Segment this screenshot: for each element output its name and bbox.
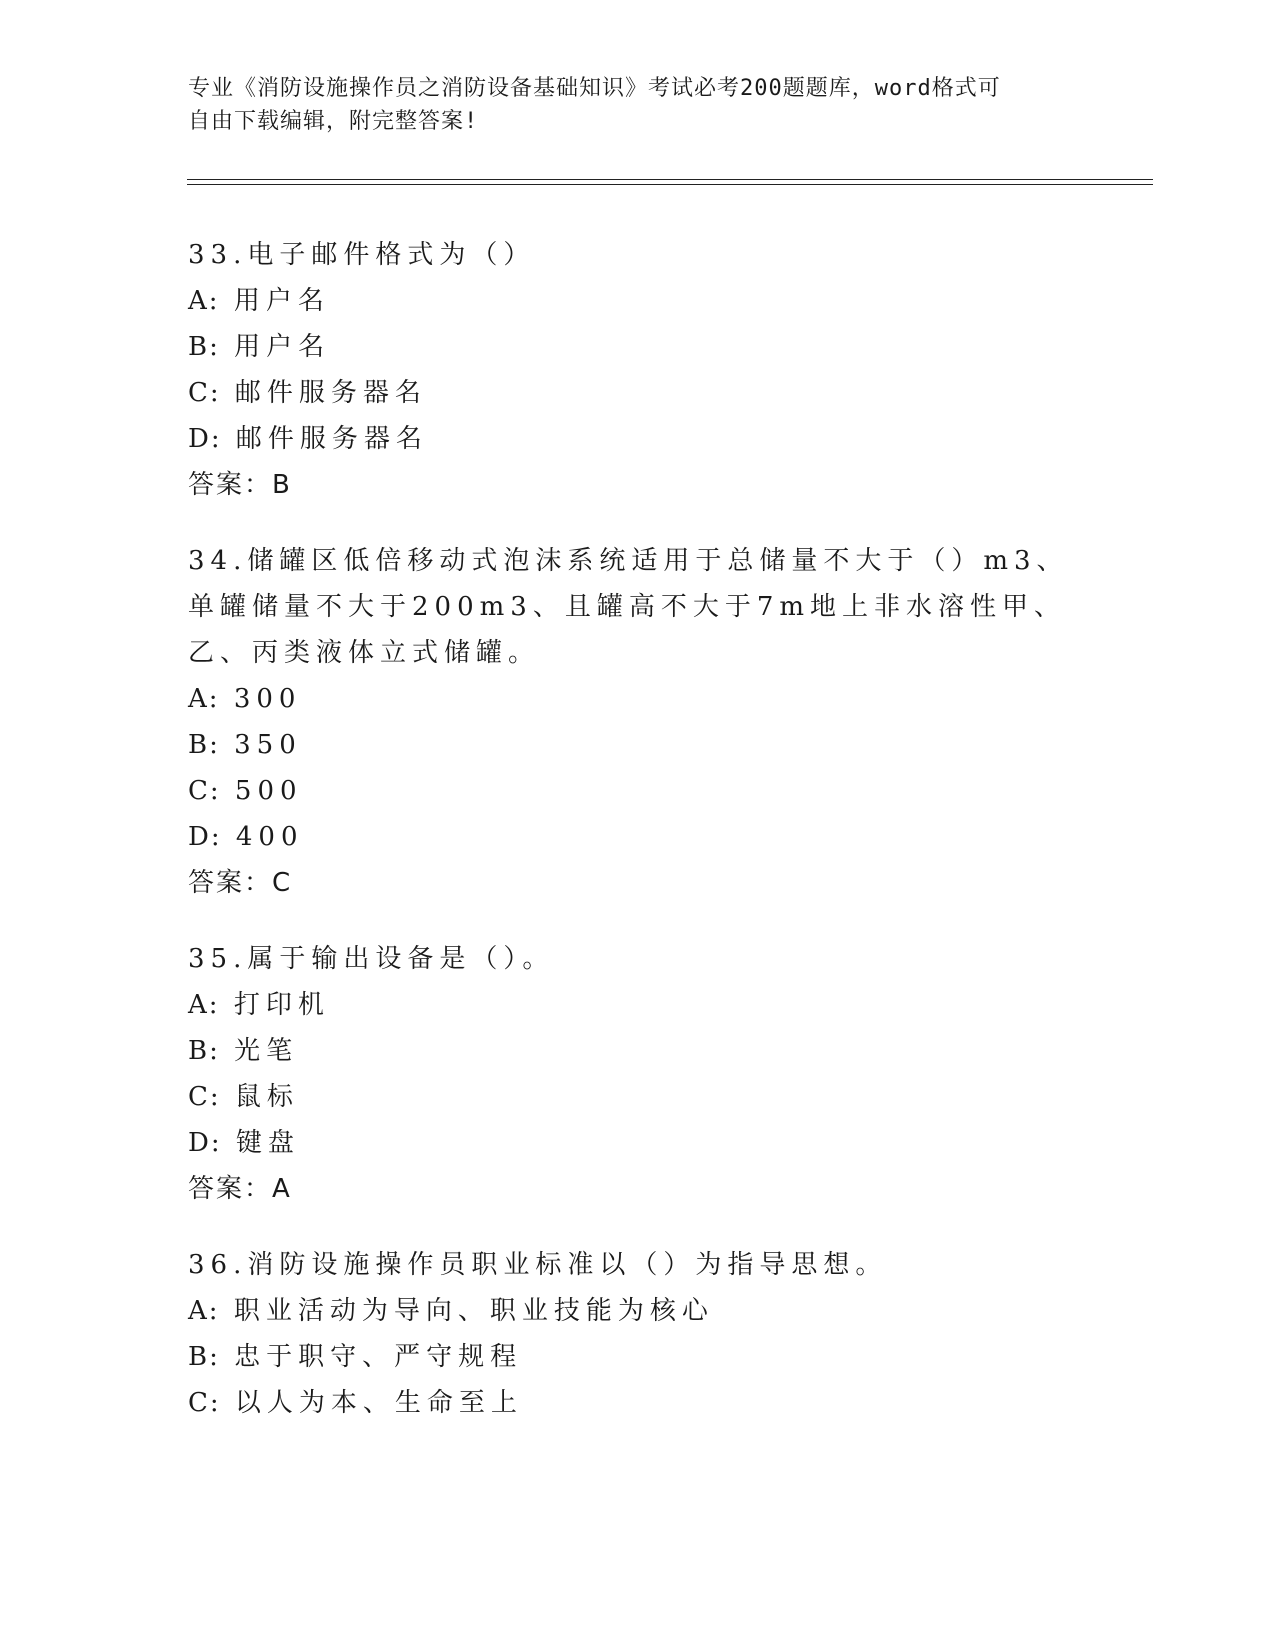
option-text: 键盘: [235, 1128, 300, 1158]
question-33: [188, 232, 1088, 508]
option-letter: A:: [188, 1296, 220, 1326]
option-a: [188, 1288, 1088, 1334]
option-text: 用户名: [234, 332, 331, 362]
option-letter: C:: [188, 776, 221, 806]
option-letter: C:: [188, 1388, 221, 1418]
option-text: 用户名: [233, 286, 330, 316]
option-c: [188, 1074, 1088, 1120]
option-letter: C:: [188, 378, 221, 408]
option-b: [188, 324, 1088, 370]
option-letter: A:: [188, 684, 220, 714]
option-letter: C:: [188, 1082, 221, 1112]
option-text: 400: [235, 822, 304, 852]
answer-line: 答案：C: [188, 868, 293, 898]
option-text: 以人为本、生命至上: [234, 1388, 523, 1418]
option-a: [188, 982, 1088, 1028]
option-letter: D:: [188, 1128, 222, 1158]
option-b: [188, 722, 1088, 768]
option-text: 邮件服务器名: [234, 378, 427, 408]
option-letter: B:: [188, 1342, 220, 1372]
question-35: [188, 936, 1088, 1212]
option-letter: D:: [188, 424, 222, 454]
option-text: 忠于职守、严守规程: [234, 1342, 523, 1372]
option-c: [188, 370, 1088, 416]
option-letter: B:: [188, 332, 220, 362]
option-letter: D:: [188, 822, 222, 852]
answer-line: 答案：B: [188, 470, 292, 500]
option-text: 500: [234, 776, 303, 806]
option-d: [188, 416, 1088, 462]
option-b: [188, 1028, 1088, 1074]
option-text: 鼠标: [234, 1082, 299, 1112]
option-letter: A:: [188, 990, 220, 1020]
option-letter: A:: [188, 286, 220, 316]
answer-line: 答案：A: [188, 1174, 292, 1204]
question-36: [188, 1242, 1088, 1426]
option-text: 邮件服务器名: [235, 424, 428, 454]
option-a: [188, 676, 1088, 722]
option-text: 打印机: [233, 990, 330, 1020]
option-text: 300: [233, 684, 302, 714]
option-b: [188, 1334, 1088, 1380]
header-divider-top: [187, 179, 1153, 180]
option-text: 职业活动为导向、职业技能为核心: [233, 1296, 714, 1326]
option-c: [188, 1380, 1088, 1426]
document-header: [188, 72, 1088, 138]
question-text: 34.储罐区低倍移动式泡沫系统适用于总储量不大于（）m3、单罐储量不大于200m3、且罐高不大于7m地上非水溶性甲、乙、丙类液体立式储罐。: [188, 546, 1069, 668]
question-text: 33.电子邮件格式为（）: [188, 240, 536, 270]
option-letter: B:: [188, 1036, 220, 1066]
option-letter: B:: [188, 730, 220, 760]
option-a: [188, 278, 1088, 324]
question-text: 35.属于输出设备是（）。: [188, 944, 555, 974]
option-c: [188, 768, 1088, 814]
header-line-1: 专业《消防设施操作员之消防设备基础知识》考试必考200题题库，word格式可: [188, 76, 1001, 101]
header-divider-bottom: [187, 184, 1153, 185]
option-text: 350: [234, 730, 302, 760]
option-d: [188, 814, 1088, 860]
header-line-2: 自由下载编辑，附完整答案!: [188, 109, 479, 134]
option-text: 光笔: [234, 1036, 299, 1066]
option-d: [188, 1120, 1088, 1166]
question-34: [188, 538, 1088, 906]
question-text: 36.消防设施操作员职业标准以（）为指导思想。: [188, 1250, 888, 1280]
question-list: [188, 232, 1088, 1456]
